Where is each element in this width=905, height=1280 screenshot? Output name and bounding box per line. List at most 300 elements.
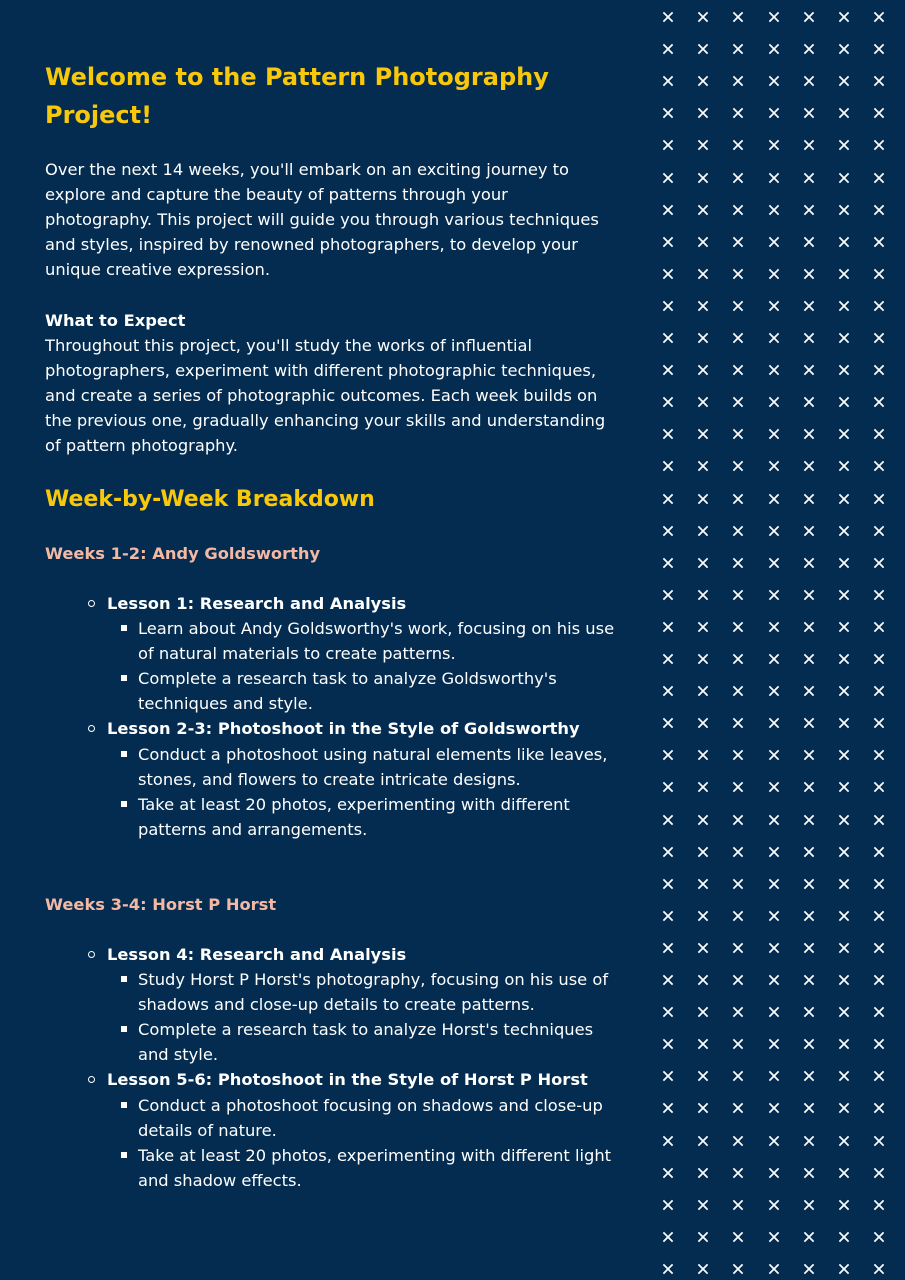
cross-icon [697,75,709,87]
cross-icon [838,814,850,826]
cross-icon [873,1231,885,1243]
task-item [107,666,620,716]
cross-icon [768,332,780,344]
cross-icon [838,846,850,858]
cross-icon [873,653,885,665]
cross-icon [803,493,815,505]
cross-icon [838,172,850,184]
cross-icon [803,1135,815,1147]
cross-icon [803,236,815,248]
cross-icon [768,396,780,408]
cross-icon [803,685,815,697]
cross-icon [768,878,780,890]
cross-icon [732,781,744,793]
cross-icon [838,653,850,665]
cross-icon [768,1070,780,1082]
cross-icon [732,332,744,344]
cross-icon [768,1006,780,1018]
cross-icon [873,364,885,376]
cross-icon [732,1263,744,1275]
cross-icon [873,814,885,826]
square-bullet-icon [121,801,127,807]
cross-icon [803,364,815,376]
cross-icon [697,910,709,922]
cross-icon [768,107,780,119]
cross-icon [697,1102,709,1114]
cross-icon [732,525,744,537]
cross-icon [732,236,744,248]
lesson-list [45,591,620,842]
cross-icon [732,1070,744,1082]
cross-icon [803,1263,815,1275]
cross-icon [803,814,815,826]
cross-icon [697,204,709,216]
cross-icon [697,1263,709,1275]
cross-icon [768,942,780,954]
cross-icon [803,107,815,119]
square-bullet-icon [121,675,127,681]
cross-icon [803,1006,815,1018]
cross-icon [873,1006,885,1018]
cross-icon [768,1167,780,1179]
cross-icon [732,268,744,280]
cross-icon [838,557,850,569]
cross-icon [873,236,885,248]
task-text: Conduct a photoshoot using natural elements like leaves, stones, and flowers to create intricate designs. [138,744,608,789]
cross-icon [803,139,815,151]
cross-icon [732,717,744,729]
cross-icon [697,653,709,665]
cross-icon [732,1006,744,1018]
task-item [107,1143,620,1193]
cross-icon [768,1038,780,1050]
cross-icon [768,749,780,761]
cross-icon [697,1070,709,1082]
task-text: Conduct a photoshoot focusing on shadows and close-up details of nature. [138,1095,603,1140]
cross-icon [662,493,674,505]
square-bullet-icon [121,976,127,982]
cross-icon [803,781,815,793]
cross-icon [838,428,850,440]
cross-icon [803,846,815,858]
cross-icon [803,589,815,601]
cross-icon [873,717,885,729]
cross-icon [838,332,850,344]
cross-icon [838,749,850,761]
cross-icon [803,910,815,922]
cross-icon [838,525,850,537]
task-text: Study Horst P Horst's photography, focusing on his use of shadows and close-up details to create patterns. [138,970,609,1015]
cross-icon [768,781,780,793]
cross-icon [803,653,815,665]
circle-bullet-icon [88,1076,95,1083]
cross-icon [732,204,744,216]
cross-icon [803,1070,815,1082]
cross-icon [873,1038,885,1050]
cross-icon [873,557,885,569]
cross-icon [803,1167,815,1179]
cross-icon [697,396,709,408]
cross-icon [662,1135,674,1147]
cross-icon [662,396,674,408]
cross-icon [838,1263,850,1275]
cross-icon [662,1038,674,1050]
cross-icon [662,11,674,23]
cross-icon [662,107,674,119]
cross-icon [873,268,885,280]
cross-icon [803,878,815,890]
cross-icon [697,300,709,312]
cross-icon [662,717,674,729]
cross-icon [697,493,709,505]
cross-icon [768,557,780,569]
cross-icon [838,396,850,408]
task-item [107,616,620,666]
cross-icon [768,172,780,184]
cross-icon [732,1135,744,1147]
cross-icon [662,139,674,151]
cross-icon [873,43,885,55]
cross-icon [768,493,780,505]
cross-icon [873,942,885,954]
cross-icon [662,653,674,665]
cross-icon [662,236,674,248]
cross-icon [697,268,709,280]
cross-icon [838,1006,850,1018]
cross-icon [662,781,674,793]
square-bullet-icon [121,625,127,631]
task-text: Complete a research task to analyze Horst's techniques and style. [138,1020,594,1065]
week-heading: Weeks 3-4: Horst P Horst [45,895,277,914]
cross-icon [838,43,850,55]
lesson-title: Lesson 2-3: Photoshoot in the Style of Goldsworthy [107,719,580,739]
cross-icon [732,428,744,440]
task-item [107,1017,620,1067]
week-by-week-heading: Week-by-Week Breakdown [45,487,375,512]
cross-icon [873,139,885,151]
cross-icon [838,300,850,312]
task-item [107,792,620,842]
task-text: Take at least 20 photos, experimenting with different light and shadow effects. [138,1145,612,1190]
cross-icon [662,75,674,87]
task-list [107,742,620,842]
square-bullet-icon [121,1026,127,1032]
cross-icon [873,493,885,505]
cross-icon [803,204,815,216]
cross-icon [662,1070,674,1082]
cross-icon [697,717,709,729]
cross-icon [732,1167,744,1179]
what-to-expect-paragraph: Throughout this project, you'll study the works of influential photographers, experiment with different photographic techniques, and create a series of photographic outcomes. Each week builds on the previous one, gradually enhancing your skills and understanding of pattern photography. [45,336,606,456]
cross-icon [662,910,674,922]
task-text: Take at least 20 photos, experimenting with different patterns and arrangements. [138,794,570,839]
task-list [107,967,620,1067]
cross-icon [662,621,674,633]
cross-icon [838,717,850,729]
cross-icon [697,107,709,119]
cross-icon [732,43,744,55]
task-text: Complete a research task to analyze Goldsworthy's techniques and style. [138,669,557,714]
cross-icon [697,878,709,890]
cross-icon [873,1070,885,1082]
cross-icon [768,1231,780,1243]
cross-icon [838,11,850,23]
cross-icon [697,1006,709,1018]
cross-icon [732,1231,744,1243]
cross-icon [732,1038,744,1050]
task-list [107,616,620,716]
cross-icon [732,814,744,826]
cross-icon [838,1038,850,1050]
lesson-item [45,591,620,716]
cross-icon [768,139,780,151]
cross-icon [873,589,885,601]
what-to-expect-heading: What to Expect [45,311,186,330]
cross-icon [697,749,709,761]
cross-icon [873,396,885,408]
cross-icon [803,717,815,729]
cross-icon [662,525,674,537]
cross-icon [732,653,744,665]
cross-icon [803,172,815,184]
cross-icon [873,685,885,697]
cross-icon [697,589,709,601]
cross-icon [838,75,850,87]
cross-icon [697,236,709,248]
cross-icon [732,910,744,922]
cross-icon [838,1231,850,1243]
cross-icon [768,75,780,87]
cross-icon [662,974,674,986]
cross-icon [873,11,885,23]
cross-icon [768,11,780,23]
cross-icon [662,364,674,376]
cross-icon [697,1038,709,1050]
cross-icon [803,75,815,87]
cross-icon [838,1070,850,1082]
cross-icon [803,11,815,23]
cross-icon [697,1231,709,1243]
cross-icon [662,878,674,890]
cross-icon [768,653,780,665]
square-bullet-icon [121,751,127,757]
cross-icon [662,300,674,312]
cross-icon [662,942,674,954]
square-bullet-icon [121,1102,127,1108]
cross-icon [697,139,709,151]
cross-icon [768,236,780,248]
cross-icon [838,878,850,890]
cross-icon [697,974,709,986]
cross-icon [803,428,815,440]
cross-icon [838,910,850,922]
cross-icon [873,846,885,858]
cross-icon [768,204,780,216]
cross-icon [768,685,780,697]
cross-icon [768,814,780,826]
cross-icon [768,1135,780,1147]
cross-icon [732,460,744,472]
cross-icon [768,589,780,601]
cross-icon [697,428,709,440]
cross-icon [838,204,850,216]
cross-icon [838,942,850,954]
cross-icon [873,107,885,119]
cross-icon [873,1199,885,1211]
cross-icon [838,685,850,697]
page-title: Welcome to the Pattern Photography Project! [45,63,549,129]
cross-icon [838,1199,850,1211]
intro-paragraph: Over the next 14 weeks, you'll embark on an exciting journey to explore and capture the beauty of patterns through your photography. This project will guide you through various techniques and styles, inspired by renowned photographers, to develop your unique creative expression. [45,160,599,280]
cross-icon [662,846,674,858]
cross-icon [768,621,780,633]
cross-icon [697,525,709,537]
cross-icon [662,749,674,761]
cross-icon [732,942,744,954]
cross-icon [697,364,709,376]
cross-icon [838,107,850,119]
cross-icon [803,268,815,280]
cross-icon [662,268,674,280]
cross-icon [732,300,744,312]
cross-icon [768,268,780,280]
cross-icon [697,814,709,826]
cross-icon [838,139,850,151]
cross-icon [873,1167,885,1179]
cross-icon [732,75,744,87]
cross-icon [873,781,885,793]
cross-icon [732,749,744,761]
cross-icon [662,332,674,344]
cross-icon [732,107,744,119]
cross-icon [697,11,709,23]
cross-icon [803,525,815,537]
cross-icon [732,172,744,184]
cross-icon [838,589,850,601]
cross-icon [732,878,744,890]
cross-icon [768,717,780,729]
cross-icon [768,846,780,858]
cross-icon [768,43,780,55]
cross-icon [662,589,674,601]
cross-icon [768,300,780,312]
cross-icon [662,685,674,697]
cross-icon [803,332,815,344]
cross-icon [697,43,709,55]
cross-icon [838,621,850,633]
cross-icon [662,1199,674,1211]
cross-icon [803,300,815,312]
cross-icon [662,1231,674,1243]
square-bullet-icon [121,1152,127,1158]
task-text: Learn about Andy Goldsworthy's work, focusing on his use of natural materials to create patterns. [138,619,615,664]
task-list [107,1093,620,1193]
cross-icon [768,460,780,472]
cross-icon [732,493,744,505]
cross-icon [838,1135,850,1147]
cross-icon [732,396,744,408]
cross-icon [697,460,709,472]
cross-icon [697,781,709,793]
cross-icon [873,878,885,890]
cross-icon [873,1135,885,1147]
cross-icon [697,557,709,569]
cross-icon [662,557,674,569]
cross-icon [662,1006,674,1018]
cross-icon [838,493,850,505]
cross-icon [873,204,885,216]
cross-icon [803,942,815,954]
cross-icon [662,1167,674,1179]
cross-icon [803,749,815,761]
cross-icon [803,1199,815,1211]
cross-icon [697,1199,709,1211]
cross-icon [732,1102,744,1114]
cross-icon [732,139,744,151]
cross-icon [838,974,850,986]
cross-icon [732,1199,744,1211]
cross-icon [838,1102,850,1114]
cross-icon [697,621,709,633]
cross-icon [873,621,885,633]
lesson-list [45,942,620,1193]
cross-icon [768,910,780,922]
cross-icon [732,621,744,633]
cross-icon [873,172,885,184]
cross-icon [768,428,780,440]
cross-icon [803,43,815,55]
cross-icon [697,332,709,344]
task-item [107,967,620,1017]
cross-icon [768,1263,780,1275]
cross-icon [803,557,815,569]
cross-icon [873,749,885,761]
circle-bullet-icon [88,600,95,607]
cross-icon [732,11,744,23]
cross-icon [662,43,674,55]
cross-icon [732,974,744,986]
cross-icon [697,1167,709,1179]
cross-icon [873,75,885,87]
cross-icon [838,236,850,248]
cross-icon [662,1102,674,1114]
cross-icon [803,621,815,633]
cross-icon [662,460,674,472]
cross-icon [873,300,885,312]
cross-icon [662,204,674,216]
cross-icon [697,172,709,184]
cross-icon [732,557,744,569]
week-heading: Weeks 1-2: Andy Goldsworthy [45,544,321,563]
cross-icon [803,1038,815,1050]
cross-icon [662,428,674,440]
cross-icon [873,525,885,537]
cross-icon [732,364,744,376]
lesson-title: Lesson 1: Research and Analysis [107,594,407,613]
cross-icon [803,396,815,408]
cross-icon [838,268,850,280]
cross-icon [803,974,815,986]
circle-bullet-icon [88,951,95,958]
lesson-title: Lesson 4: Research and Analysis [107,945,407,964]
cross-icon [873,1263,885,1275]
cross-icon [803,1231,815,1243]
cross-icon [768,974,780,986]
circle-bullet-icon [88,725,95,732]
cross-icon [838,364,850,376]
cross-icon [873,974,885,986]
cross-icon [873,332,885,344]
